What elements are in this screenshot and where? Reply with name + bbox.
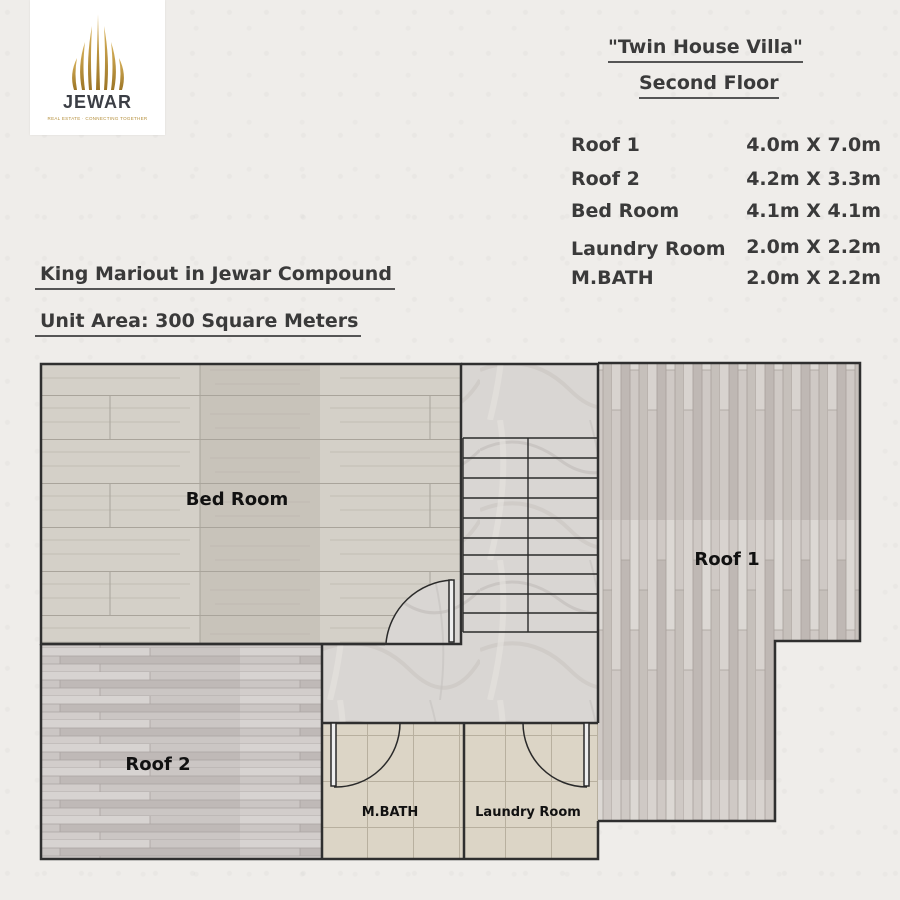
spec-size: 4.2m X 3.3m xyxy=(746,168,881,190)
spec-size: 4.0m X 7.0m xyxy=(746,134,881,156)
spec-room: Roof 1 xyxy=(571,134,640,156)
villa-title: "Twin House Villa" xyxy=(608,36,803,63)
logo-tagline: REAL ESTATE · CONNECTING TOGETHER xyxy=(47,116,148,121)
spec-room: M.BATH xyxy=(571,267,654,289)
label-roof-2: Roof 2 xyxy=(125,754,191,775)
roof-2 xyxy=(42,643,322,858)
label-m-bath: M.BATH xyxy=(361,805,419,820)
project-name: King Mariout in Jewar Compound xyxy=(35,263,395,290)
spec-room: Bed Room xyxy=(571,200,680,222)
wet-rooms xyxy=(322,723,598,858)
logo-wordmark: JEWAR xyxy=(62,92,132,112)
spec-size: 4.1m X 4.1m xyxy=(746,200,881,222)
spec-size: 2.0m X 2.2m xyxy=(746,236,881,258)
floor-subtitle: Second Floor xyxy=(639,72,779,99)
spec-room: Laundry Room xyxy=(571,238,726,260)
label-bed-room: Bed Room xyxy=(185,489,289,510)
unit-area: Unit Area: 300 Square Meters xyxy=(35,310,361,337)
label-roof-1: Roof 1 xyxy=(694,549,760,570)
spec-size: 2.0m X 2.2m xyxy=(746,267,881,289)
roof-1 xyxy=(598,363,860,820)
spec-room: Roof 2 xyxy=(571,168,640,190)
label-laundry-room: Laundry Room xyxy=(475,805,581,820)
